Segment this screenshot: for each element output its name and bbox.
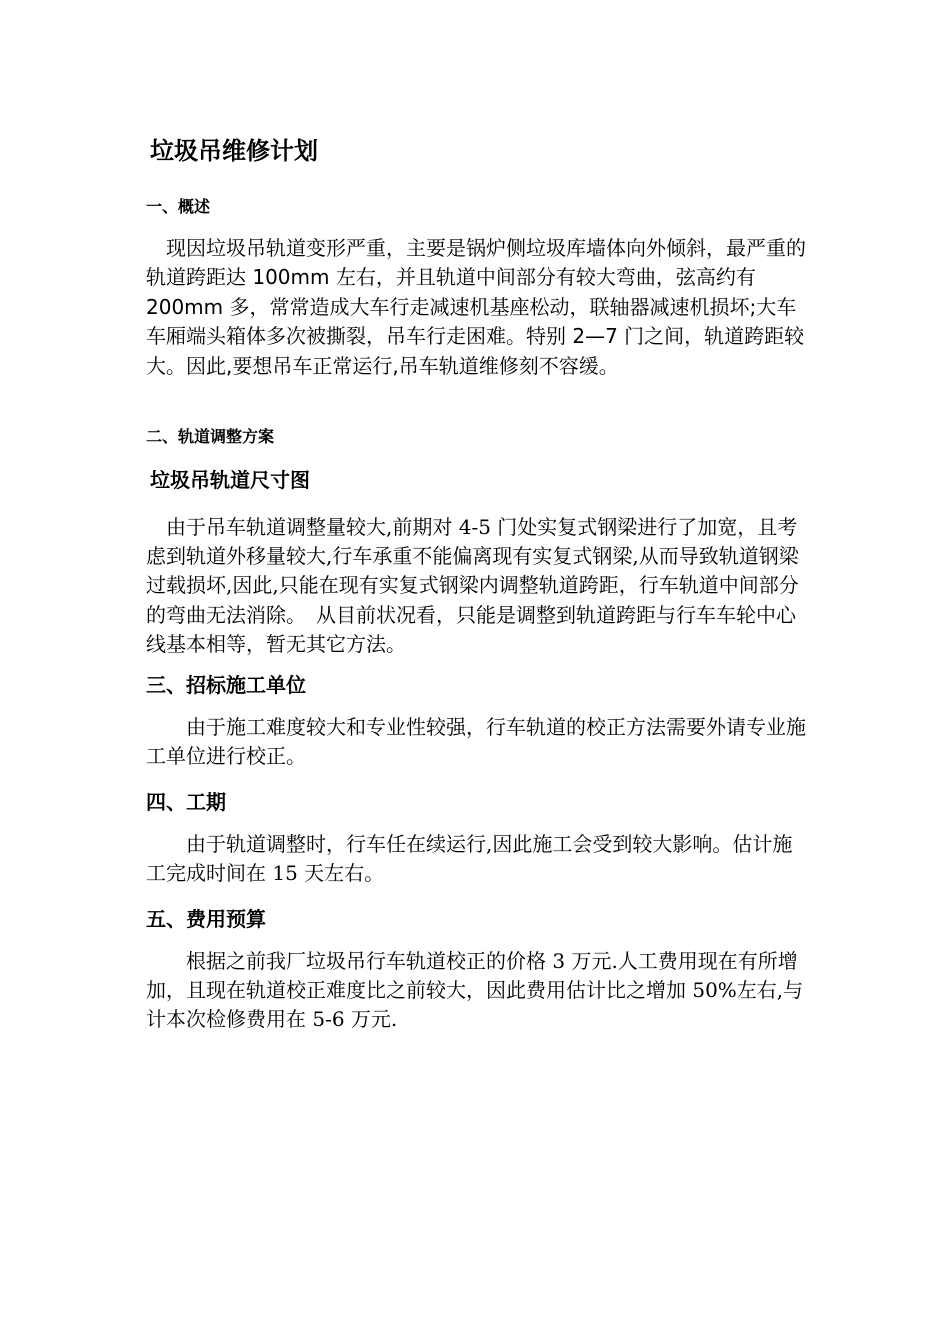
section-body-adjustment: 由于吊车轨道调整量较大,前期对 4-5 门处实复式钢梁进行了加宽，且考虑到轨道外移量较大,行车承重不能偏离现有实复式钢梁,从而导致轨道钢梁过载损坏,因此,只能在现有实复式钢梁内调整轨道跨距，行车轨道中间部分的弯曲无法消除。 从目前状况看，只能是调整到轨道跨距与行车车轮中心线基本相等，暂无其它方法。 <box>146 515 799 656</box>
section-body-budget: 根据之前我厂垃圾吊行车轨道校正的价格 3 万元.人工费用现在有所增加，且现在轨道校正难度比之前较大，因此费用估计比之增加 50%左右,与计本次检修费用在 5-6 万元. <box>146 949 804 1032</box>
section-heading-overview: 一、概述 <box>146 197 211 216</box>
section-subheading-dimension-drawing: 垃圾吊轨道尺寸图 <box>150 468 310 492</box>
section-heading-adjustment: 二、轨道调整方案 <box>146 427 275 446</box>
section-body-overview: 现因垃圾吊轨道变形严重，主要是锅炉侧垃圾库墙体向外倾斜，最严重的轨道跨距达 100mm 左右，并且轨道中间部分有较大弯曲，弦高约有 200mm 多，常常造成大车行走减速机基座松动，联轴器减速机损坏;大车车厢端头箱体多次被撕裂，吊车行走困难。特别 2—7 门之间，轨道跨距较大。因此,要想吊车正常运行,吊车轨道维修刻不容缓。 <box>146 236 806 378</box>
document-title: 垃圾吊维修计划 <box>150 137 318 165</box>
section-body-tender: 由于施工难度较大和专业性较强，行车轨道的校正方法需要外请专业施工单位进行校正。 <box>146 715 806 769</box>
section-body-schedule: 由于轨道调整时，行车任在续运行,因此施工会受到较大影响。估计施工完成时间在 15 天左右。 <box>146 832 793 886</box>
section-heading-tender: 三、招标施工单位 <box>146 673 306 697</box>
section-heading-budget: 五、费用预算 <box>146 907 266 931</box>
section-heading-schedule: 四、工期 <box>146 790 226 814</box>
